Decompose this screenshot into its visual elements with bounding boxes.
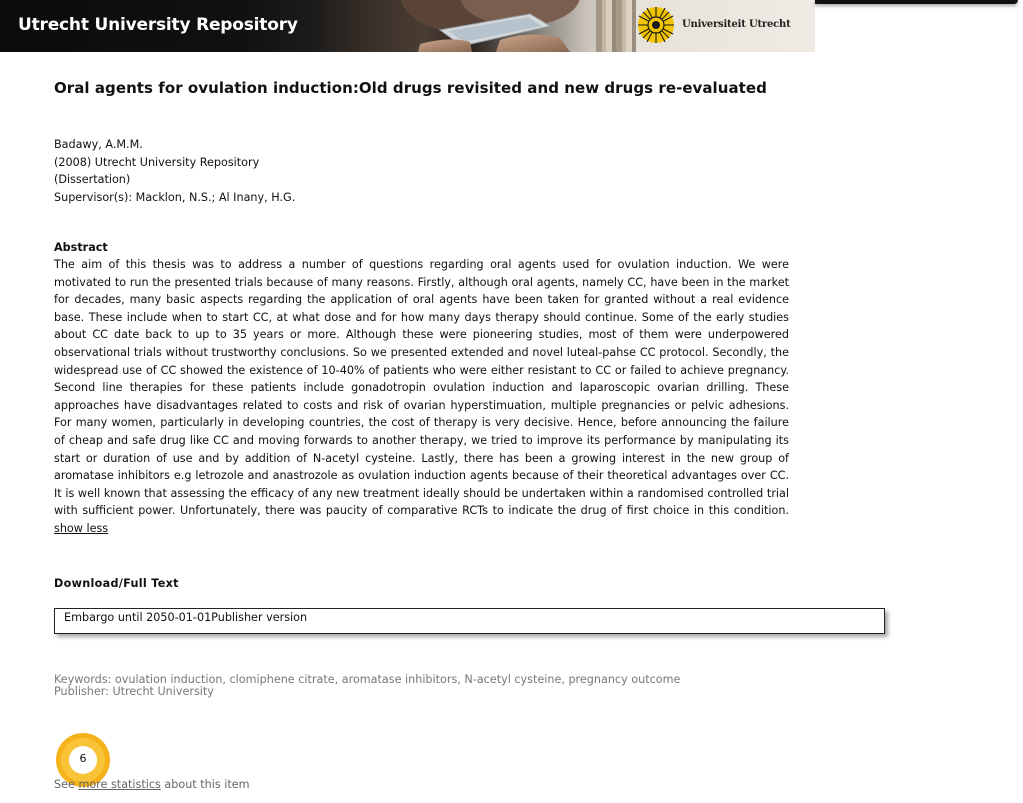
item-author: Badawy, A.M.M. — [54, 138, 143, 151]
file-label: Embargo until 2050-01-01Publisher version — [64, 611, 308, 624]
more-statistics-link[interactable]: more statistics — [78, 778, 161, 791]
header-banner — [0, 0, 815, 52]
statistics-count: 6 — [79, 752, 87, 765]
abstract-heading: Abstract — [54, 241, 108, 254]
item-type: (Dissertation) — [54, 173, 131, 187]
statistics-suffix: about this item — [164, 778, 250, 791]
header-rule — [815, 0, 1018, 4]
item-footer-metadata — [54, 674, 680, 698]
statistics-prefix: See — [54, 778, 75, 791]
full-text-file-link[interactable] — [54, 608, 885, 634]
item-supervisors: Supervisor(s): Macklon, N.S.; Al Inany, H.G. — [54, 191, 296, 205]
item-published: (2008) Utrecht University Repository — [54, 155, 260, 169]
university-name: Universiteit Utrecht — [682, 19, 791, 30]
download-heading: Download/Full Text — [54, 577, 179, 590]
keywords: Keywords: ovulation induction, clomiphene citrate, aromatase inhibitors, N-acetyl cysteine, pregnancy outcome — [54, 673, 681, 686]
abstract-body: The aim of this thesis was to address a number of questions regarding oral agents used for ovulation induction. We were motivated to run the presented trials because of many reasons. Firstly, although oral agents, namely CC, have been in the market for decades, many basic aspects regarding the application of oral agents have been taken for granted without a real evidence base. These include when to start CC, at what dose and for how many days therapy should continue. Some of the early studies about CC date back to up to 35 years or more. Although these were pioneering studies, most of them were underpowered observational trials without trustworthy conclusions. So we presented extended and novel luteal-pahse CC protocol. Secondly, the widespread use of CC showed the existence of 10-40% of patients who were either resistant to CC or failed to achieve pregnancy. Second line therapies for these patients include gonadotropin ovulation induction and laparoscopic ovarian drilling. These approaches have disadvantages related to costs and risk of ovarian hyperstimuation, multiple pregnancies or pelvic adhesions. For many women, particularly in developing countries, the cost of therapy is very decisive. Hence, before announcing the failure of cheap and safe drug like CC and moving forwards to another therapy, we tried to improve its performance by manipulating its start or duration of use and by addition of N-acetyl cysteine. Lastly, there has been a growing interest in the new group of aromatase inhibitors e.g letrozole and anastrozole as ovulation induction agents because of their theoretical advantages over CC. It is well known that assessing the efficacy of any new treatment ideally should be undertaken within a randomised controlled trial with sufficient power. Unfortunately, there was paucity of comparative RCTs to indicate the drug of first choice in this condition. — [54, 258, 789, 518]
utrecht-sun-seal-icon — [637, 6, 675, 44]
banner-photo — [400, 0, 600, 52]
publisher: Publisher: Utrecht University — [54, 685, 214, 698]
statistics-line — [54, 778, 250, 791]
abstract-text — [54, 256, 789, 538]
item-title: Oral agents for ovulation induction:Old drugs revisited and new drugs re-evaluated — [54, 79, 767, 97]
show-less-link[interactable]: show less — [54, 521, 109, 535]
banner-books — [596, 0, 636, 52]
item-metadata — [54, 136, 295, 207]
repository-title[interactable]: Utrecht University Repository — [18, 15, 298, 35]
